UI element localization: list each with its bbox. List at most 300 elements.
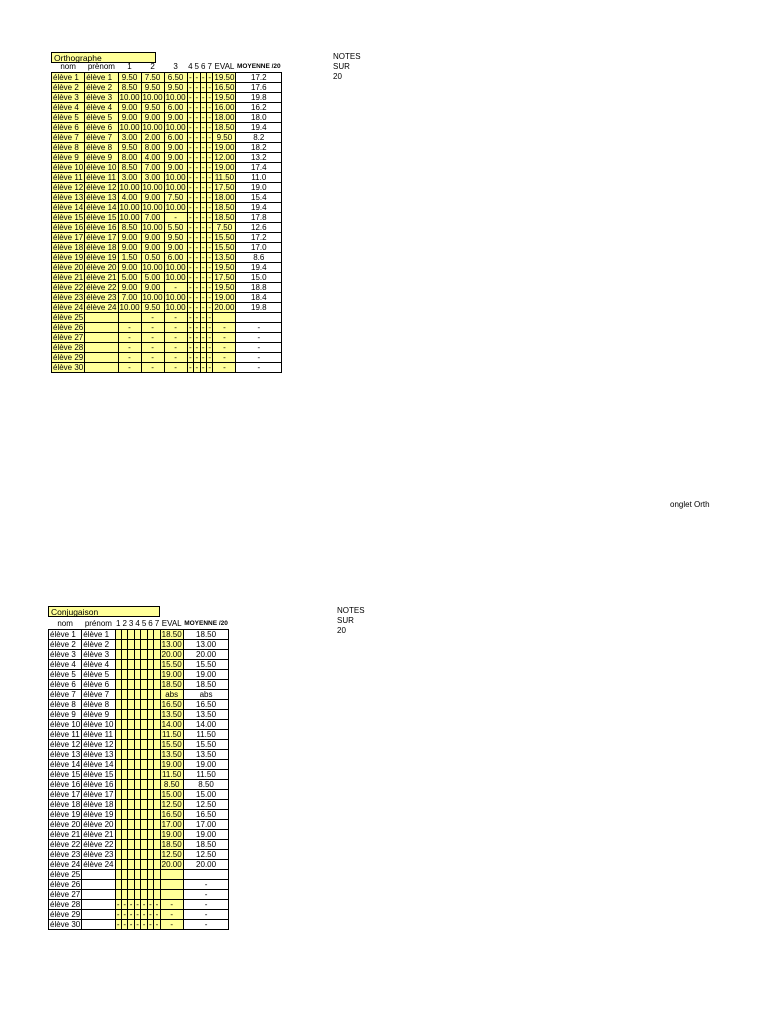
cell-note[interactable]: 10.00	[142, 92, 163, 102]
cell-moyenne[interactable]: -	[183, 899, 229, 909]
cell-moyenne[interactable]: -	[183, 909, 229, 919]
cell-moyenne[interactable]	[236, 312, 282, 322]
cell-eval[interactable]: 19.00	[161, 669, 182, 679]
cell-prenom[interactable]: élève 17	[83, 789, 114, 799]
cell-nom[interactable]: élève 21	[50, 829, 81, 839]
cell-note[interactable]: -	[195, 172, 199, 182]
cell-prenom[interactable]: élève 12	[86, 182, 117, 192]
cell-note[interactable]: -	[201, 82, 205, 92]
cell-note[interactable]: -	[208, 222, 212, 232]
cell-eval[interactable]: 17.50	[214, 272, 235, 282]
cell-note[interactable]: -	[201, 192, 205, 202]
cell-eval[interactable]: 19.00	[214, 162, 235, 172]
cell-eval[interactable]	[213, 312, 236, 322]
cell-eval[interactable]: 20.00	[214, 302, 235, 312]
cell-eval[interactable]: 15.50	[161, 659, 182, 669]
cell-note[interactable]: -	[201, 152, 205, 162]
cell-eval[interactable]: 18.00	[214, 192, 235, 202]
cell-eval[interactable]	[160, 879, 183, 889]
cell-prenom[interactable]: élève 16	[83, 779, 114, 789]
cell-note[interactable]: -	[118, 332, 141, 342]
cell-eval[interactable]: 17.00	[161, 819, 182, 829]
cell-note[interactable]: -	[201, 332, 205, 342]
cell-nom[interactable]: élève 19	[50, 809, 81, 819]
cell-note[interactable]: -	[136, 899, 139, 909]
cell-note[interactable]: -	[208, 82, 212, 92]
cell-note[interactable]: -	[188, 202, 192, 212]
cell-prenom[interactable]: élève 24	[83, 859, 114, 869]
cell-note[interactable]: -	[208, 212, 212, 222]
cell-note[interactable]: 9.00	[118, 232, 141, 242]
cell-prenom[interactable]: élève 19	[86, 252, 117, 262]
cell-note[interactable]: -	[123, 909, 127, 919]
cell-moyenne[interactable]: 15.0	[236, 272, 282, 282]
cell-eval[interactable]: 19.50	[214, 262, 235, 272]
cell-prenom[interactable]: élève 10	[83, 719, 114, 729]
cell-moyenne[interactable]: 11.50	[183, 769, 229, 779]
cell-note[interactable]: -	[188, 192, 192, 202]
cell-note[interactable]: -	[116, 909, 120, 919]
cell-note[interactable]: -	[188, 132, 192, 142]
cell-prenom[interactable]: élève 2	[85, 82, 118, 92]
cell-note[interactable]: 10.00	[119, 122, 140, 132]
cell-note[interactable]: 10.00	[142, 222, 163, 232]
cell-note[interactable]: 9.50	[141, 302, 164, 312]
cell-eval[interactable]: 13.00	[161, 639, 182, 649]
cell-note[interactable]: -	[208, 92, 212, 102]
cell-note[interactable]: 8.00	[118, 152, 141, 162]
cell-prenom[interactable]: élève 14	[83, 759, 114, 769]
cell-note[interactable]: -	[195, 212, 199, 222]
cell-note[interactable]: -	[188, 142, 192, 152]
cell-note[interactable]: -	[155, 919, 159, 929]
cell-prenom[interactable]	[85, 342, 118, 352]
cell-prenom[interactable]: élève 9	[85, 152, 118, 162]
cell-note[interactable]: 7.00	[141, 162, 164, 172]
cell-note[interactable]: -	[195, 92, 199, 102]
cell-prenom[interactable]: élève 1	[85, 72, 118, 82]
cell-note[interactable]: 9.00	[164, 162, 187, 172]
cell-note[interactable]: -	[149, 909, 152, 919]
cell-eval[interactable]: -	[160, 899, 183, 909]
cell-note[interactable]: -	[201, 352, 205, 362]
cell-note[interactable]: 10.00	[165, 202, 186, 212]
cell-note[interactable]: -	[195, 342, 199, 352]
cell-nom[interactable]: élève 29	[53, 352, 84, 362]
cell-note[interactable]: 6.00	[164, 252, 187, 262]
cell-note[interactable]: -	[201, 342, 205, 352]
cell-note[interactable]: 3.00	[118, 172, 141, 182]
cell-nom[interactable]: élève 16	[53, 222, 84, 232]
cell-note[interactable]: -	[201, 92, 205, 102]
cell-nom[interactable]: élève 11	[49, 729, 82, 739]
cell-note[interactable]: -	[188, 82, 192, 92]
cell-note[interactable]: -	[208, 162, 212, 172]
cell-note[interactable]: -	[201, 362, 205, 372]
cell-note[interactable]: -	[188, 282, 192, 292]
cell-nom[interactable]: élève 20	[53, 262, 84, 272]
cell-note[interactable]: -	[208, 242, 212, 252]
cell-note[interactable]: -	[188, 92, 192, 102]
cell-note[interactable]: -	[188, 182, 192, 192]
cell-note[interactable]: 5.00	[141, 272, 164, 282]
cell-nom[interactable]: élève 26	[53, 322, 84, 332]
cell-note[interactable]: -	[188, 272, 192, 282]
cell-eval[interactable]: 20.00	[161, 859, 182, 869]
cell-eval[interactable]: 15.50	[161, 739, 182, 749]
cell-note[interactable]: -	[195, 82, 199, 92]
cell-nom[interactable]: élève 7	[49, 689, 82, 699]
cell-note[interactable]: -	[195, 202, 199, 212]
cell-note[interactable]: -	[195, 322, 199, 332]
cell-prenom[interactable]: élève 2	[82, 639, 115, 649]
cell-nom[interactable]: élève 6	[49, 679, 82, 689]
cell-moyenne[interactable]: 16.50	[183, 809, 229, 819]
cell-nom[interactable]: élève 8	[49, 699, 82, 709]
cell-note[interactable]: -	[188, 162, 192, 172]
cell-note[interactable]: 9.00	[164, 112, 187, 122]
cell-note[interactable]: 9.00	[118, 242, 141, 252]
cell-eval[interactable]: 18.50	[161, 629, 182, 639]
cell-moyenne[interactable]: 19.4	[236, 122, 282, 132]
cell-note[interactable]: -	[141, 312, 164, 322]
cell-note[interactable]: -	[201, 72, 205, 82]
cell-note[interactable]: -	[188, 72, 192, 82]
cell-note[interactable]: -	[208, 112, 212, 122]
cell-note[interactable]: 9.00	[141, 112, 164, 122]
cell-note[interactable]: 7.50	[141, 72, 164, 82]
cell-prenom[interactable]: élève 20	[86, 262, 117, 272]
cell-note[interactable]: -	[164, 352, 187, 362]
cell-note[interactable]: -	[201, 142, 205, 152]
cell-nom[interactable]: élève 30	[53, 362, 84, 372]
cell-prenom[interactable]: élève 22	[86, 282, 117, 292]
cell-note[interactable]: -	[142, 919, 146, 929]
cell-eval[interactable]: -	[160, 909, 183, 919]
cell-note[interactable]: -	[164, 282, 187, 292]
cell-note[interactable]: -	[188, 122, 192, 132]
cell-note[interactable]: -	[195, 122, 199, 132]
cell-note[interactable]: 9.00	[164, 242, 187, 252]
cell-prenom[interactable]	[82, 879, 115, 889]
cell-note[interactable]: -	[188, 172, 192, 182]
cell-prenom[interactable]: élève 20	[83, 819, 114, 829]
cell-eval[interactable]: 13.50	[161, 749, 182, 759]
cell-note[interactable]: -	[188, 292, 192, 302]
cell-moyenne[interactable]: 8.50	[183, 779, 229, 789]
cell-nom[interactable]: élève 13	[53, 192, 84, 202]
cell-moyenne[interactable]: 13.2	[236, 152, 282, 162]
cell-nom[interactable]: élève 30	[50, 919, 81, 929]
cell-note[interactable]: 6.50	[164, 72, 187, 82]
cell-eval[interactable]: -	[213, 332, 236, 342]
cell-note[interactable]: -	[142, 899, 146, 909]
cell-moyenne[interactable]: 11.0	[236, 172, 282, 182]
cell-nom[interactable]: élève 20	[50, 819, 81, 829]
cell-note[interactable]: -	[188, 352, 192, 362]
cell-note[interactable]: 9.50	[164, 232, 187, 242]
cell-note[interactable]: -	[195, 102, 199, 112]
cell-nom[interactable]: élève 12	[53, 182, 84, 192]
cell-eval[interactable]: 19.00	[214, 142, 235, 152]
cell-note[interactable]: -	[208, 332, 212, 342]
cell-moyenne[interactable]: 19.00	[183, 759, 229, 769]
cell-eval[interactable]: 20.00	[161, 649, 182, 659]
cell-moyenne[interactable]: 18.50	[183, 629, 229, 639]
cell-prenom[interactable]: élève 18	[86, 242, 117, 252]
cell-moyenne[interactable]: 19.00	[183, 669, 229, 679]
cell-nom[interactable]: élève 4	[52, 102, 85, 112]
cell-note[interactable]: -	[208, 102, 212, 112]
cell-moyenne[interactable]	[183, 869, 229, 879]
cell-note[interactable]: -	[123, 899, 127, 909]
cell-note[interactable]: -	[208, 282, 212, 292]
cell-prenom[interactable]: élève 23	[86, 292, 117, 302]
cell-note[interactable]: 9.00	[141, 282, 164, 292]
cell-nom[interactable]: élève 21	[53, 272, 84, 282]
cell-note[interactable]: -	[188, 102, 192, 112]
cell-note[interactable]: -	[164, 212, 187, 222]
cell-nom[interactable]: élève 29	[50, 909, 81, 919]
cell-moyenne[interactable]: 15.50	[183, 739, 229, 749]
cell-note[interactable]: 0.50	[141, 252, 164, 262]
cell-nom[interactable]: élève 17	[53, 232, 84, 242]
cell-moyenne[interactable]: 18.50	[183, 839, 229, 849]
cell-note[interactable]: 6.00	[164, 102, 187, 112]
cell-prenom[interactable]: élève 10	[86, 162, 117, 172]
cell-note[interactable]: -	[208, 312, 212, 322]
cell-prenom[interactable]: élève 19	[83, 809, 114, 819]
cell-nom[interactable]: élève 4	[49, 659, 82, 669]
cell-moyenne[interactable]: 15.00	[183, 789, 229, 799]
cell-note[interactable]: 8.50	[118, 222, 141, 232]
cell-note[interactable]: 9.00	[141, 192, 164, 202]
cell-nom[interactable]: élève 23	[50, 849, 81, 859]
cell-note[interactable]: -	[195, 132, 199, 142]
cell-eval[interactable]: 16.50	[214, 82, 235, 92]
cell-prenom[interactable]: élève 4	[82, 659, 115, 669]
cell-note[interactable]: 5.50	[164, 222, 187, 232]
cell-note[interactable]: -	[195, 272, 199, 282]
cell-prenom[interactable]: élève 23	[83, 849, 114, 859]
cell-prenom[interactable]: élève 11	[82, 729, 115, 739]
cell-eval[interactable]: 11.50	[161, 769, 182, 779]
cell-prenom[interactable]: élève 13	[86, 192, 117, 202]
cell-note[interactable]: -	[188, 332, 192, 342]
cell-prenom[interactable]	[82, 889, 115, 899]
cell-moyenne[interactable]: 17.2	[236, 232, 282, 242]
cell-prenom[interactable]: élève 3	[82, 649, 115, 659]
cell-note[interactable]: 9.50	[141, 102, 164, 112]
cell-eval[interactable]: 19.50	[214, 282, 235, 292]
cell-note[interactable]: 10.00	[165, 272, 186, 282]
cell-moyenne[interactable]: 18.4	[236, 292, 282, 302]
cell-note[interactable]: 3.00	[141, 172, 164, 182]
cell-eval[interactable]: 16.50	[161, 809, 182, 819]
cell-prenom[interactable]: élève 5	[85, 112, 118, 122]
cell-note[interactable]: 1.50	[118, 252, 141, 262]
cell-note[interactable]: -	[164, 322, 187, 332]
cell-eval[interactable]: 9.50	[213, 132, 236, 142]
cell-note[interactable]: -	[116, 919, 120, 929]
cell-note[interactable]: -	[195, 222, 199, 232]
cell-note[interactable]: -	[208, 122, 212, 132]
cell-eval[interactable]: 13.50	[214, 252, 235, 262]
cell-note[interactable]: -	[136, 919, 139, 929]
cell-note[interactable]: -	[195, 182, 199, 192]
cell-note[interactable]: -	[129, 899, 133, 909]
cell-nom[interactable]: élève 1	[52, 72, 85, 82]
cell-note[interactable]: -	[188, 262, 192, 272]
cell-eval[interactable]: 19.00	[161, 759, 182, 769]
cell-moyenne[interactable]: 11.50	[183, 729, 229, 739]
cell-note[interactable]: 10.00	[142, 262, 163, 272]
cell-note[interactable]: -	[201, 302, 205, 312]
sheet-title[interactable]: Orthographe	[51, 52, 156, 63]
cell-moyenne[interactable]: 20.00	[183, 649, 229, 659]
cell-note[interactable]: -	[208, 292, 212, 302]
cell-note[interactable]: -	[164, 362, 187, 372]
cell-note[interactable]: -	[208, 182, 212, 192]
cell-moyenne[interactable]: 15.50	[183, 659, 229, 669]
cell-note[interactable]: 7.00	[118, 292, 141, 302]
cell-moyenne[interactable]: 19.4	[236, 262, 282, 272]
cell-note[interactable]: -	[116, 899, 120, 909]
cell-note[interactable]: -	[188, 112, 192, 122]
cell-nom[interactable]: élève 17	[50, 789, 81, 799]
cell-prenom[interactable]: élève 1	[82, 629, 115, 639]
cell-eval[interactable]: 17.50	[214, 182, 235, 192]
cell-moyenne[interactable]: 18.50	[183, 679, 229, 689]
cell-nom[interactable]: élève 15	[50, 769, 81, 779]
cell-nom[interactable]: élève 27	[50, 889, 81, 899]
cell-note[interactable]: -	[195, 252, 199, 262]
cell-moyenne[interactable]: -	[236, 342, 282, 352]
cell-nom[interactable]: élève 5	[49, 669, 82, 679]
cell-nom[interactable]: élève 16	[50, 779, 81, 789]
cell-eval[interactable]: -	[213, 352, 236, 362]
cell-nom[interactable]: élève 9	[49, 709, 82, 719]
cell-moyenne[interactable]: 13.00	[183, 639, 229, 649]
cell-eval[interactable]: 12.50	[161, 799, 182, 809]
cell-note[interactable]: 9.50	[118, 72, 141, 82]
cell-note[interactable]: 9.50	[118, 142, 141, 152]
cell-moyenne[interactable]: 13.50	[183, 749, 229, 759]
cell-note[interactable]: -	[155, 909, 159, 919]
cell-eval[interactable]: 14.00	[161, 719, 182, 729]
cell-note[interactable]: -	[201, 312, 205, 322]
cell-prenom[interactable]: élève 8	[82, 699, 115, 709]
cell-eval[interactable]	[160, 869, 183, 879]
cell-eval[interactable]: 15.00	[161, 789, 182, 799]
cell-note[interactable]: -	[164, 342, 187, 352]
cell-prenom[interactable]	[82, 909, 115, 919]
cell-eval[interactable]: 19.50	[214, 92, 235, 102]
cell-moyenne[interactable]: 20.00	[183, 859, 229, 869]
cell-note[interactable]: -	[195, 142, 199, 152]
cell-prenom[interactable]: élève 8	[85, 142, 118, 152]
cell-note[interactable]: -	[188, 322, 192, 332]
cell-nom[interactable]: élève 3	[52, 92, 85, 102]
cell-moyenne[interactable]: 12.50	[183, 849, 229, 859]
cell-prenom[interactable]: élève 15	[83, 769, 114, 779]
cell-moyenne[interactable]: 12.50	[183, 799, 229, 809]
cell-prenom[interactable]: élève 5	[82, 669, 115, 679]
cell-prenom[interactable]: élève 6	[85, 122, 118, 132]
cell-nom[interactable]: élève 28	[53, 342, 84, 352]
cell-note[interactable]	[118, 312, 141, 322]
cell-nom[interactable]: élève 26	[50, 879, 81, 889]
cell-note[interactable]: 2.00	[141, 132, 164, 142]
cell-note[interactable]: -	[195, 72, 199, 82]
cell-moyenne[interactable]: -	[183, 889, 229, 899]
cell-note[interactable]: -	[129, 909, 133, 919]
cell-moyenne[interactable]: 19.8	[236, 302, 282, 312]
cell-note[interactable]: 7.50	[164, 192, 187, 202]
cell-note[interactable]: -	[195, 312, 199, 322]
cell-note[interactable]: -	[208, 252, 212, 262]
cell-nom[interactable]: élève 24	[50, 859, 81, 869]
cell-note[interactable]: -	[201, 212, 205, 222]
cell-eval[interactable]: 12.00	[214, 152, 235, 162]
cell-note[interactable]: -	[188, 232, 192, 242]
cell-note[interactable]: -	[141, 362, 164, 372]
cell-eval[interactable]: 15.50	[214, 242, 235, 252]
cell-prenom[interactable]	[85, 332, 118, 342]
cell-note[interactable]: 10.00	[142, 292, 163, 302]
cell-note[interactable]: -	[188, 342, 192, 352]
cell-note[interactable]: -	[155, 899, 159, 909]
cell-nom[interactable]: élève 8	[52, 142, 85, 152]
cell-eval[interactable]: -	[213, 362, 236, 372]
cell-nom[interactable]: élève 9	[52, 152, 85, 162]
cell-note[interactable]: 10.00	[165, 172, 186, 182]
cell-note[interactable]: 9.00	[141, 232, 164, 242]
cell-prenom[interactable]: élève 17	[86, 232, 117, 242]
cell-note[interactable]: -	[201, 282, 205, 292]
cell-moyenne[interactable]: 18.2	[236, 142, 282, 152]
cell-eval[interactable]: 18.50	[214, 212, 235, 222]
cell-eval[interactable]: 19.00	[214, 292, 235, 302]
cell-note[interactable]: -	[208, 362, 212, 372]
cell-nom[interactable]: élève 18	[50, 799, 81, 809]
cell-note[interactable]: 10.00	[119, 92, 140, 102]
cell-note[interactable]: -	[188, 152, 192, 162]
cell-note[interactable]: -	[208, 272, 212, 282]
cell-nom[interactable]: élève 3	[49, 649, 82, 659]
cell-note[interactable]: 10.00	[119, 182, 140, 192]
cell-nom[interactable]: élève 13	[50, 749, 81, 759]
cell-prenom[interactable]: élève 12	[83, 739, 114, 749]
cell-note[interactable]: 9.00	[118, 262, 141, 272]
cell-note[interactable]: -	[195, 302, 199, 312]
cell-note[interactable]: -	[208, 172, 212, 182]
cell-moyenne[interactable]: abs	[183, 689, 229, 699]
cell-note[interactable]: -	[201, 322, 205, 332]
cell-note[interactable]: -	[208, 132, 212, 142]
cell-prenom[interactable]	[82, 869, 115, 879]
cell-note[interactable]: -	[201, 272, 205, 282]
cell-moyenne[interactable]: 19.4	[236, 202, 282, 212]
cell-moyenne[interactable]: 8.2	[236, 132, 282, 142]
cell-note[interactable]: 10.00	[142, 182, 163, 192]
cell-moyenne[interactable]: 15.4	[236, 192, 282, 202]
cell-note[interactable]: -	[208, 142, 212, 152]
cell-note[interactable]: -	[164, 312, 187, 322]
cell-note[interactable]: 4.00	[118, 192, 141, 202]
cell-note[interactable]: 10.00	[165, 292, 186, 302]
cell-note[interactable]: 8.50	[118, 82, 141, 92]
